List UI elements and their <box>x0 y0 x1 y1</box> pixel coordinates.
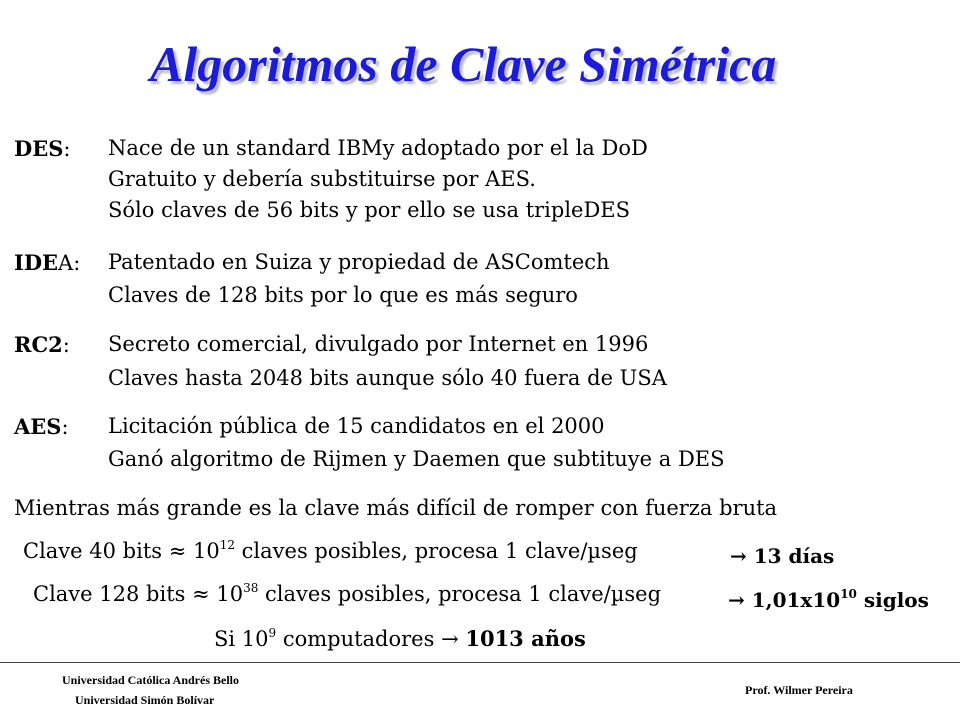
algo-line: Nace de un standard IBMy adoptado por el la DoD <box>108 136 648 160</box>
algo-name: RC2: <box>14 332 70 357</box>
brute-force-row-128: Clave 128 bits ≈ $10^{38}$ claves posibles, procesa 1 clave/µseg <box>33 581 662 606</box>
algo-line: Claves hasta 2048 bits aunque sólo 40 fuera de USA <box>108 366 667 390</box>
brute-force-result-128: → $1,01x10^{10}$ siglos <box>728 587 929 612</box>
algo-line: Claves de 128 bits por lo que es más seguro <box>108 283 578 307</box>
brute-force-result-40: → 13 días <box>730 544 835 568</box>
algo-line: Licitación pública de 15 candidatos en el 2000 <box>108 414 605 438</box>
algo-line: Patentado en Suiza y propiedad de ASComtech <box>108 250 610 274</box>
footer-author: Prof. Wilmer Pereira <box>745 683 853 697</box>
algo-line: Gratuito y debería substituirse por AES. <box>108 167 536 191</box>
algo-line: Sólo claves de 56 bits y por ello se usa tripleDES <box>108 198 631 222</box>
algo-line: Secreto comercial, divulgado por Internet en 1996 <box>108 332 649 356</box>
slide-title: Algoritmos de Clave Simétrica <box>150 36 777 92</box>
footer-university-2: Universidad Simón Bolívar <box>75 693 215 707</box>
algo-name: IDEA: <box>14 250 81 275</box>
footer-university-1: Universidad Católica Andrés Bello <box>62 673 240 687</box>
computers-row: Si $10^9$ computadores → 1013 años <box>214 626 586 651</box>
footer-divider <box>0 662 960 663</box>
algo-name: DES: <box>14 136 71 161</box>
algo-line: Ganó algoritmo de Rijmen y Daemen que subtituye a DES <box>108 447 725 471</box>
algo-name: AES: <box>14 414 69 439</box>
summary-text: Mientras más grande es la clave más difícil de romper con fuerza bruta <box>14 496 778 520</box>
brute-force-row-40: Clave 40 bits ≈ $10^{12}$ claves posibles, procesa 1 clave/µseg <box>23 538 638 563</box>
